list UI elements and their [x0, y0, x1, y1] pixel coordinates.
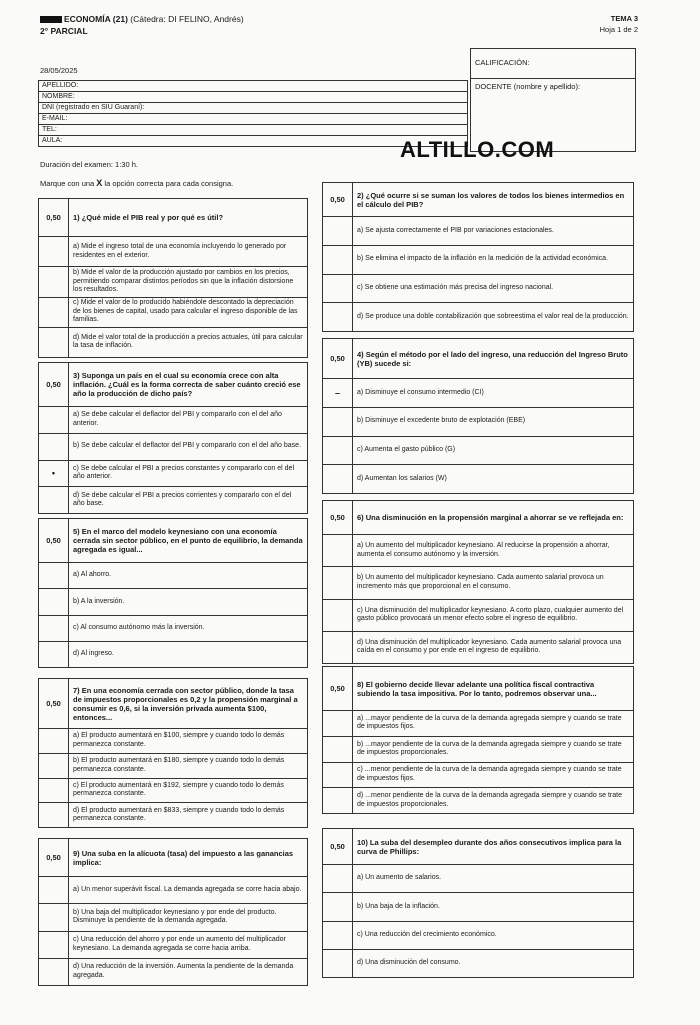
question-score: 0,50 — [39, 839, 69, 876]
course-chair: (Cátedra: DI FELINO, Andrés) — [130, 14, 244, 24]
answer-checkbox[interactable] — [39, 407, 69, 433]
option-row[interactable] — [39, 328, 307, 357]
answer-checkbox[interactable] — [39, 267, 69, 296]
option-row[interactable] — [39, 434, 307, 461]
question-7 — [38, 678, 308, 828]
option-row[interactable] — [323, 535, 633, 567]
option-list — [323, 217, 633, 331]
instructions-before: Marque con una — [40, 179, 97, 188]
answer-checkbox[interactable]: • — [39, 461, 69, 487]
answer-checkbox[interactable] — [39, 877, 69, 903]
question-header — [39, 363, 307, 407]
question-score: 0,50 — [323, 829, 353, 864]
answer-checkbox[interactable] — [323, 788, 353, 813]
option-text: d) Una disminución del consumo. — [357, 959, 461, 967]
answer-checkbox[interactable] — [39, 729, 69, 753]
answer-checkbox[interactable] — [323, 535, 353, 566]
question-text: 9) Una suba en la alícuota (tasa) del impuesto a las ganancias implica: — [73, 848, 294, 867]
option-row[interactable] — [323, 632, 633, 663]
option-text: d) Se produce una doble contabilización que sobreestima el valor real de la producción. — [357, 312, 629, 320]
answer-checkbox[interactable] — [323, 763, 353, 788]
watermark-text: ALTILLO.COM — [400, 137, 555, 162]
option-text: d) Aumentan los salarios (W) — [357, 474, 447, 482]
option-row[interactable] — [39, 461, 307, 488]
option-list — [39, 563, 307, 667]
question-10 — [322, 828, 634, 978]
option-row[interactable] — [39, 959, 307, 985]
option-row[interactable] — [39, 877, 307, 904]
answer-checkbox[interactable] — [39, 434, 69, 460]
instructions-after: la opción correcta para cada consigna. — [102, 179, 234, 188]
option-row[interactable] — [323, 437, 633, 466]
option-row[interactable] — [39, 616, 307, 642]
option-text: b) Disminuye el excedente bruto de explotación (EBE) — [357, 417, 526, 425]
answer-checkbox[interactable] — [323, 632, 353, 663]
question-header — [323, 339, 633, 379]
exam-header — [40, 14, 244, 36]
course-name: ECONOMÍA (21) — [64, 14, 128, 24]
option-row[interactable] — [323, 893, 633, 921]
option-row[interactable] — [39, 904, 307, 931]
option-row[interactable] — [39, 487, 307, 513]
question-3 — [38, 362, 308, 514]
option-row[interactable] — [39, 589, 307, 615]
option-text: b) A la inversión. — [73, 597, 125, 605]
question-score: 0,50 — [39, 199, 69, 236]
option-text: a) Mide el ingreso total de una economía incluyendo lo generado por residentes en el exterior. — [73, 243, 287, 259]
question-header — [323, 501, 633, 535]
option-row[interactable] — [323, 465, 633, 493]
exam-name: 2° PARCIAL — [40, 26, 88, 36]
option-row[interactable] — [323, 788, 633, 813]
answer-checkbox[interactable] — [39, 779, 69, 803]
option-row[interactable] — [323, 865, 633, 893]
answer-checkbox[interactable] — [323, 922, 353, 949]
option-list — [323, 379, 633, 493]
field-email[interactable]: E-MAIL: — [39, 114, 468, 125]
option-text: d) Mide el valor total de la producción a precios actuales, útil para calcular la tasa de inflación. — [73, 333, 303, 350]
option-text: d) ...menor pendiente de la curva de la demanda agregada siempre y cuando se trate de impuestos proporcionales. — [357, 792, 622, 808]
option-row[interactable] — [39, 779, 307, 804]
field-dni[interactable]: DNI (registrado en SIU Guaraní): — [39, 103, 468, 114]
course-title — [40, 14, 244, 24]
question-2 — [322, 182, 634, 332]
option-text: b) Mide el valor de la producción ajustado por cambios en los precios, permitiendo comparar distintos períodos sin que la inflación distorsione los resultados. — [73, 269, 294, 294]
option-text: d) Se debe calcular el PBI a precios corrientes y compararlo con el del año base. — [73, 491, 292, 508]
option-text: a) ...mayor pendiente de la curva de la demanda agregada siempre y cuando se trate de impuestos fijos. — [357, 714, 622, 731]
question-text: 4) Según el método por el lado del ingreso, una reducción del Ingreso Bruto (YB) sucede si: — [357, 349, 628, 368]
question-text: 5) En el marco del modelo keynesiano con una economía cerrada sin sector público, en el punto de equilibrio, la demanda agregada es igual... — [73, 527, 303, 554]
option-text: d) Al ingreso. — [73, 650, 114, 658]
answer-checkbox[interactable] — [39, 487, 69, 513]
redaction-bar — [40, 16, 62, 23]
option-text: c) Al consumo autónomo más la inversión. — [73, 623, 205, 631]
instructions-mark: X — [96, 178, 103, 188]
exam-date: 28/05/2025 — [40, 66, 78, 75]
question-score: 0,50 — [39, 363, 69, 406]
field-aula[interactable]: AULA: — [39, 136, 468, 147]
answer-checkbox[interactable] — [323, 408, 353, 436]
answer-checkbox[interactable] — [323, 465, 353, 493]
option-text: c) El producto aumentará en $192, siempre y cuando todo lo demás permanezca constante. — [73, 781, 284, 798]
option-row[interactable] — [323, 737, 633, 763]
option-row[interactable] — [323, 217, 633, 246]
option-text: c) ...menor pendiente de la curva de la demanda agregada siempre y cuando se trate de impuestos fijos. — [357, 766, 622, 782]
question-6 — [322, 500, 634, 664]
answer-checkbox[interactable] — [39, 563, 69, 588]
option-text: a) Disminuye el consumo intermedio (CI) — [357, 388, 484, 396]
question-header — [39, 679, 307, 729]
option-row[interactable] — [323, 408, 633, 437]
question-header — [39, 519, 307, 563]
question-text: 3) Suponga un país en el cual su economía crece con alta inflación. ¿Cuál es la forma correcta de saber cuánto creció ese año la producción de dicho país? — [73, 371, 301, 398]
answer-checkbox[interactable] — [39, 298, 69, 327]
option-list — [323, 711, 633, 813]
answer-checkbox[interactable] — [39, 237, 69, 266]
answer-checkbox[interactable]: – — [323, 379, 353, 407]
question-score: 0,50 — [323, 501, 353, 534]
question-score: 0,50 — [323, 339, 353, 378]
option-row[interactable] — [323, 950, 633, 977]
answer-checkbox[interactable] — [323, 865, 353, 892]
option-list — [39, 729, 307, 827]
option-text: c) Una reducción del ahorro y por ende un aumento del multiplicador keynesiano. La demanda agregada se corre hacia arriba. — [73, 936, 286, 952]
option-text: d) El producto aumentará en $833, siempre y cuando todo lo demás permanezca constante. — [73, 806, 285, 823]
answer-checkbox[interactable] — [323, 437, 353, 465]
answer-checkbox[interactable] — [39, 904, 69, 930]
option-text: a) Un aumento del multiplicador keynesiano. Al reducirse la propensión a ahorrar, aumenta el consumo autónomo y la inversión. — [357, 542, 610, 558]
answer-checkbox[interactable] — [323, 711, 353, 736]
option-text: c) Se debe calcular el PBI a precios constantes y compararlo con el del año anterior. — [73, 464, 295, 481]
option-row[interactable] — [39, 407, 307, 434]
option-text: a) El producto aumentará en $100, siempre y cuando todo lo demás permanezca constante. — [73, 732, 285, 748]
option-row[interactable] — [39, 932, 307, 959]
question-9 — [38, 838, 308, 986]
option-text: a) Al ahorro. — [73, 571, 112, 579]
question-header — [323, 829, 633, 865]
option-row[interactable] — [39, 642, 307, 667]
option-text: b) Se elimina el impacto de la inflación en la medición de la actividad económica. — [357, 255, 608, 263]
question-score: 0,50 — [323, 183, 353, 216]
option-row[interactable] — [39, 754, 307, 779]
option-text: c) Una disminución del multiplicador keynesiano. A corto plazo, cualquier aumento del gasto público provocará un menor efecto sobre el ingreso de equilibrio. — [357, 606, 624, 623]
answer-checkbox[interactable] — [323, 303, 353, 331]
option-row[interactable] — [323, 763, 633, 789]
question-text: 6) Una disminución en la propensión marginal a ahorrar se ve reflejada en: — [357, 513, 624, 522]
question-text: 7) En una economía cerrada con sector público, donde la tasa de impuestos proporcionales es 0,2 y la propensión marginal a consumir es 0,6, si la inversión privada aumenta $100, entonces... — [73, 685, 298, 722]
field-apellido[interactable]: APELLIDO: — [39, 81, 468, 92]
option-text: b) El producto aumentará en $180, siempre y cuando todo lo demás permanezca constante. — [73, 757, 285, 773]
option-text: b) Una baja del multiplicador keynesiano y por ende del producto. Disminuye la pendiente de la demanda agregada. — [73, 908, 277, 925]
option-row[interactable] — [323, 567, 633, 599]
option-text: d) Una disminución del multiplicador keynesiano. Cada aumento salarial provoca una caída en el consumo y por ende en el ingreso de equilibrio. — [357, 638, 622, 655]
answer-checkbox[interactable] — [39, 959, 69, 985]
option-row[interactable] — [323, 600, 633, 632]
option-list — [39, 237, 307, 357]
answer-checkbox[interactable] — [39, 803, 69, 827]
option-text: b) Se debe calcular el deflactor del PBI y compararlo con el del año base. — [73, 442, 302, 450]
option-row[interactable] — [323, 303, 633, 331]
answer-checkbox[interactable] — [323, 217, 353, 245]
question-text: 1) ¿Qué mide el PIB real y por qué es útil? — [73, 213, 224, 222]
option-list — [39, 407, 307, 513]
instructions — [40, 178, 233, 188]
answer-checkbox[interactable] — [39, 616, 69, 641]
option-text: c) Mide el valor de lo producido habiéndole descontado la depreciación de los bienes de capital, usado para calcular el ingreso disponible de las familias. — [73, 299, 298, 324]
answer-checkbox[interactable] — [39, 642, 69, 667]
question-header — [323, 667, 633, 711]
option-text: b) Un aumento del multiplicador keynesiano. Cada aumento salarial provoca un incremento más que proporcional en el consumo. — [357, 574, 604, 590]
exam-meta — [600, 14, 638, 34]
field-tel[interactable]: TEL: — [39, 125, 468, 136]
option-text: c) Se obtiene una estimación más precisa del ingreso nacional. — [357, 284, 554, 292]
question-4 — [322, 338, 634, 494]
option-text: a) Un aumento de salarios. — [357, 874, 442, 882]
answer-checkbox[interactable] — [323, 567, 353, 598]
question-1 — [38, 198, 308, 358]
question-5 — [38, 518, 308, 668]
option-row[interactable] — [39, 298, 307, 328]
option-list — [323, 865, 633, 977]
answer-checkbox[interactable] — [323, 246, 353, 274]
question-header — [323, 183, 633, 217]
question-text: 2) ¿Qué ocurre si se suman los valores de todos los bienes intermedios en el cálculo del PIB? — [357, 190, 625, 209]
option-row[interactable] — [323, 922, 633, 950]
option-row[interactable] — [323, 379, 633, 408]
option-list — [323, 535, 633, 663]
option-text: c) Aumenta el gasto público (G) — [357, 446, 456, 454]
option-list — [39, 877, 307, 985]
teacher-field[interactable]: DOCENTE (nombre y apellido): — [475, 82, 581, 91]
option-row[interactable] — [39, 563, 307, 589]
grade-field[interactable]: CALIFICACIÓN: — [471, 49, 635, 79]
option-text: a) Se ajusta correctamente el PIB por variaciones estacionales. — [357, 226, 554, 234]
option-row[interactable] — [39, 237, 307, 267]
tema-label: TEMA 3 — [610, 14, 638, 23]
question-text: 8) El gobierno decide llevar adelante una política fiscal contractiva subiendo la tasa impositiva. Por lo tanto, podremos observar una... — [357, 679, 597, 698]
answer-checkbox[interactable] — [323, 950, 353, 977]
question-header — [39, 199, 307, 237]
option-text: b) ...mayor pendiente de la curva de la demanda agregada siempre y cuando se trate de impuestos proporcionales. — [357, 740, 622, 757]
answer-checkbox[interactable] — [39, 932, 69, 958]
field-nombre[interactable]: NOMBRE: — [39, 92, 468, 103]
answer-checkbox[interactable] — [323, 275, 353, 303]
option-text: c) Una reducción del crecimiento económico. — [357, 930, 497, 938]
option-row[interactable] — [323, 711, 633, 737]
answer-checkbox[interactable] — [323, 893, 353, 920]
question-score: 0,50 — [323, 667, 353, 710]
option-row[interactable] — [39, 729, 307, 754]
answer-checkbox[interactable] — [323, 737, 353, 762]
answer-checkbox[interactable] — [323, 600, 353, 631]
question-header — [39, 839, 307, 877]
question-8 — [322, 666, 634, 814]
option-row[interactable] — [39, 267, 307, 297]
question-score: 0,50 — [39, 519, 69, 562]
answer-checkbox[interactable] — [39, 754, 69, 778]
option-row[interactable] — [323, 246, 633, 275]
question-text: 10) La suba del desempleo durante dos años consecutivos implica para la curva de Phillips: — [357, 837, 622, 856]
page-number: Hoja 1 de 2 — [599, 25, 638, 34]
option-text: a) Un menor superávit fiscal. La demanda agregada se corre hacia abajo. — [73, 885, 302, 893]
option-row[interactable] — [323, 275, 633, 304]
option-row[interactable] — [39, 803, 307, 827]
question-score: 0,50 — [39, 679, 69, 728]
option-text: d) Una reducción de la inversión. Aumenta la pendiente de la demanda agregada. — [73, 963, 294, 979]
answer-checkbox[interactable] — [39, 589, 69, 614]
answer-checkbox[interactable] — [39, 328, 69, 357]
option-text: a) Se debe calcular el deflactor del PBI y compararlo con el del año anterior. — [73, 411, 282, 427]
exam-duration: Duración del examen: 1:30 h. — [40, 160, 138, 169]
option-text: b) Una baja de la inflación. — [357, 902, 440, 910]
